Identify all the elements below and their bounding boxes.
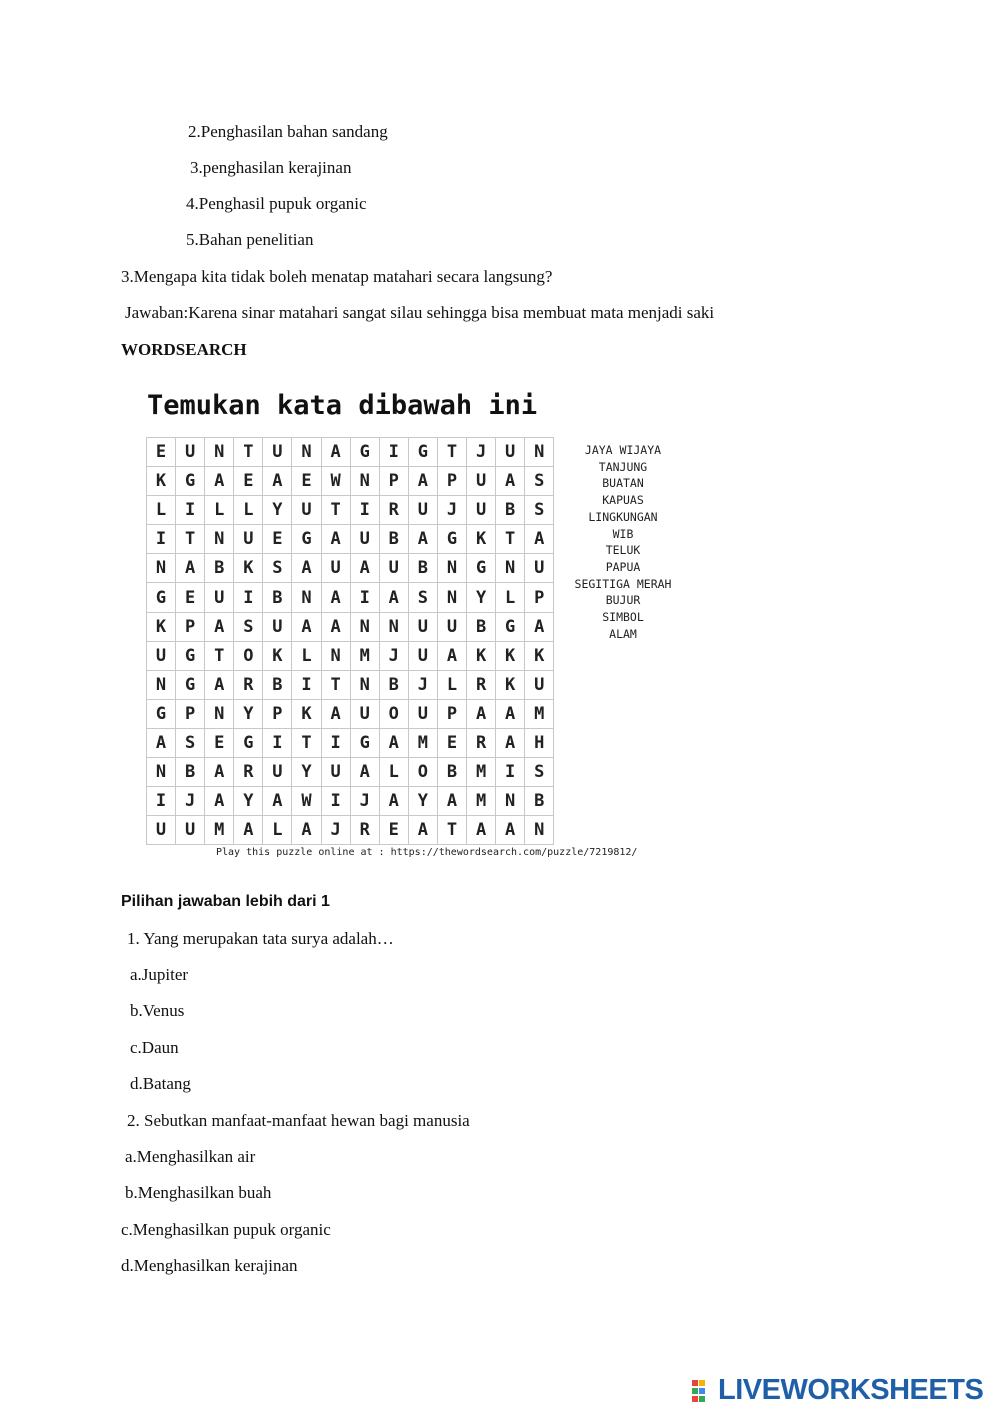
grid-cell[interactable]: U — [437, 612, 466, 641]
grid-cell[interactable]: U — [379, 554, 408, 583]
grid-cell[interactable]: K — [467, 525, 496, 554]
grid-cell[interactable]: A — [496, 699, 525, 728]
grid-cell[interactable]: A — [379, 583, 408, 612]
grid-cell[interactable]: A — [321, 525, 350, 554]
logo-square-green — [692, 1388, 698, 1394]
grid-cell[interactable]: Y — [408, 787, 437, 816]
grid-cell[interactable]: A — [525, 612, 554, 641]
quiz-q2-option-c[interactable]: c.Menghasilkan pupuk organic — [121, 1220, 331, 1239]
grid-cell[interactable]: J — [176, 787, 205, 816]
grid-cell[interactable]: K — [147, 467, 176, 496]
grid-cell[interactable]: R — [467, 670, 496, 699]
grid-cell[interactable]: J — [379, 641, 408, 670]
grid-cell[interactable]: G — [437, 525, 466, 554]
grid-row — [147, 758, 554, 787]
grid-cell[interactable]: U — [408, 699, 437, 728]
grid-cell[interactable]: Y — [234, 787, 263, 816]
answer-3[interactable]: Jawaban:Karena sinar matahari sangat silau sehingga bisa membuat mata menjadi saki — [125, 303, 715, 322]
grid-row — [147, 699, 554, 728]
grid-cell[interactable]: N — [292, 583, 321, 612]
grid-cell[interactable]: U — [408, 496, 437, 525]
logo-square-red — [692, 1380, 698, 1386]
grid-cell[interactable]: P — [176, 612, 205, 641]
grid-cell[interactable]: A — [408, 816, 437, 845]
grid-cell[interactable]: U — [321, 554, 350, 583]
grid-cell[interactable]: A — [234, 816, 263, 845]
grid-cell[interactable]: I — [321, 787, 350, 816]
grid-cell[interactable]: A — [176, 554, 205, 583]
grid-cell[interactable]: P — [525, 583, 554, 612]
word-list-item: PAPUA — [605, 559, 641, 574]
grid-cell[interactable]: I — [176, 496, 205, 525]
grid-cell[interactable]: N — [205, 438, 234, 467]
grid-cell[interactable]: S — [234, 612, 263, 641]
grid-cell[interactable]: Y — [467, 583, 496, 612]
list-item-4: 4.Penghasil pupuk organic — [186, 194, 367, 213]
grid-cell[interactable]: T — [437, 438, 466, 467]
grid-row — [147, 467, 554, 496]
grid-cell[interactable]: U — [467, 496, 496, 525]
grid-row — [147, 641, 554, 670]
grid-cell[interactable]: K — [525, 641, 554, 670]
quiz-q1-option-c[interactable]: c.Daun — [130, 1038, 179, 1057]
grid-cell[interactable]: I — [292, 670, 321, 699]
grid-row — [147, 496, 554, 525]
list-item-3: 3.penghasilan kerajinan — [190, 158, 352, 177]
quiz-q1-option-a[interactable]: a.Jupiter — [130, 965, 189, 984]
wordsearch-word-list — [563, 442, 683, 642]
grid-cell[interactable]: U — [147, 641, 176, 670]
list-item-2: 2.Penghasilan bahan sandang — [188, 122, 388, 141]
grid-cell[interactable]: B — [467, 612, 496, 641]
grid-cell[interactable]: A — [437, 787, 466, 816]
grid-cell[interactable]: S — [176, 728, 205, 757]
grid-cell[interactable]: N — [147, 554, 176, 583]
word-list-item: JAYA WIJAYA — [584, 443, 662, 457]
grid-cell[interactable]: Y — [234, 699, 263, 728]
grid-cell[interactable]: I — [321, 728, 350, 757]
grid-cell[interactable]: U — [408, 612, 437, 641]
grid-cell[interactable]: B — [176, 758, 205, 787]
grid-cell[interactable]: N — [205, 525, 234, 554]
grid-cell[interactable]: T — [176, 525, 205, 554]
grid-cell[interactable]: T — [321, 670, 350, 699]
grid-cell[interactable]: A — [321, 699, 350, 728]
grid-cell[interactable]: R — [379, 496, 408, 525]
quiz-heading: Pilihan jawaban lebih dari 1 — [121, 893, 330, 910]
grid-cell[interactable]: N — [437, 583, 466, 612]
grid-cell[interactable]: N — [496, 554, 525, 583]
grid-cell[interactable]: U — [263, 438, 292, 467]
grid-cell[interactable]: A — [147, 728, 176, 757]
grid-cell[interactable]: T — [292, 728, 321, 757]
grid-cell[interactable]: M — [467, 787, 496, 816]
grid-cell[interactable]: E — [205, 728, 234, 757]
grid-cell[interactable]: E — [263, 525, 292, 554]
grid-cell[interactable]: B — [379, 670, 408, 699]
grid-cell[interactable]: N — [350, 467, 379, 496]
grid-cell[interactable]: A — [496, 816, 525, 845]
grid-cell[interactable]: L — [292, 641, 321, 670]
grid-cell[interactable]: K — [147, 612, 176, 641]
grid-cell[interactable]: J — [321, 816, 350, 845]
liveworksheets-logo — [692, 1374, 983, 1406]
grid-cell[interactable]: W — [321, 467, 350, 496]
grid-cell[interactable]: I — [147, 525, 176, 554]
grid-cell[interactable]: G — [176, 641, 205, 670]
grid-cell[interactable]: U — [467, 467, 496, 496]
grid-cell[interactable]: A — [467, 816, 496, 845]
liveworksheets-wordmark: LIVEWORKSHEETS — [718, 1373, 984, 1406]
quiz-q2-option-d[interactable]: d.Menghasilkan kerajinan — [121, 1256, 298, 1275]
grid-cell[interactable]: O — [408, 758, 437, 787]
grid-row — [147, 787, 554, 816]
grid-cell[interactable]: K — [263, 641, 292, 670]
grid-cell[interactable]: J — [408, 670, 437, 699]
grid-row — [147, 554, 554, 583]
grid-cell[interactable]: A — [467, 699, 496, 728]
grid-cell[interactable]: A — [525, 525, 554, 554]
grid-cell[interactable]: E — [147, 438, 176, 467]
grid-cell[interactable]: U — [263, 758, 292, 787]
grid-cell[interactable]: W — [292, 787, 321, 816]
grid-cell[interactable]: U — [234, 525, 263, 554]
grid-cell[interactable]: U — [263, 612, 292, 641]
grid-cell[interactable]: U — [205, 583, 234, 612]
grid-cell[interactable]: U — [525, 554, 554, 583]
grid-cell[interactable]: L — [437, 670, 466, 699]
grid-cell[interactable]: U — [496, 438, 525, 467]
grid-cell[interactable]: A — [292, 816, 321, 845]
grid-cell[interactable]: K — [467, 641, 496, 670]
grid-cell[interactable]: N — [350, 670, 379, 699]
word-list-item: BUATAN — [602, 476, 644, 491]
grid-cell[interactable]: O — [234, 641, 263, 670]
grid-cell[interactable]: R — [234, 670, 263, 699]
grid-cell[interactable]: N — [205, 699, 234, 728]
grid-cell[interactable]: U — [147, 816, 176, 845]
grid-cell[interactable]: H — [525, 728, 554, 757]
grid-cell[interactable]: N — [147, 758, 176, 787]
grid-cell[interactable]: G — [292, 525, 321, 554]
grid-cell[interactable]: B — [525, 787, 554, 816]
grid-cell[interactable]: E — [379, 816, 408, 845]
grid-row — [147, 583, 554, 612]
grid-cell[interactable]: P — [437, 699, 466, 728]
grid-cell[interactable]: A — [321, 583, 350, 612]
grid-cell[interactable]: B — [263, 583, 292, 612]
grid-cell[interactable]: O — [379, 699, 408, 728]
logo-square-yellow — [699, 1380, 705, 1386]
grid-cell[interactable]: A — [205, 758, 234, 787]
grid-cell[interactable]: G — [234, 728, 263, 757]
grid-cell[interactable]: L — [379, 758, 408, 787]
grid-row — [147, 612, 554, 641]
quiz-q1-option-d[interactable]: d.Batang — [130, 1074, 191, 1093]
grid-cell[interactable]: L — [205, 496, 234, 525]
grid-cell[interactable]: G — [496, 612, 525, 641]
grid-cell[interactable]: A — [350, 554, 379, 583]
grid-cell[interactable]: M — [467, 758, 496, 787]
grid-row — [147, 438, 554, 467]
word-list-item: SEGITIGA MERAH — [574, 576, 672, 591]
grid-cell[interactable]: U — [350, 699, 379, 728]
grid-cell[interactable]: U — [321, 758, 350, 787]
grid-cell[interactable]: E — [437, 728, 466, 757]
grid-cell[interactable]: T — [437, 816, 466, 845]
grid-cell[interactable]: G — [147, 583, 176, 612]
wordsearch-title: Temukan kata dibawah ini — [147, 390, 538, 421]
grid-cell[interactable]: U — [176, 816, 205, 845]
grid-cell[interactable]: S — [263, 554, 292, 583]
grid-cell[interactable]: N — [437, 554, 466, 583]
quiz-q2-option-b[interactable]: b.Menghasilkan buah — [125, 1183, 272, 1202]
word-list-item: BUJUR — [605, 593, 641, 608]
grid-cell[interactable]: A — [205, 670, 234, 699]
grid-cell[interactable]: N — [525, 816, 554, 845]
grid-cell[interactable]: N — [525, 438, 554, 467]
grid-row — [147, 525, 554, 554]
grid-cell[interactable]: A — [205, 787, 234, 816]
grid-cell[interactable]: J — [437, 496, 466, 525]
grid-cell[interactable]: G — [350, 728, 379, 757]
grid-cell[interactable]: T — [205, 641, 234, 670]
logo-square-blue — [699, 1388, 705, 1394]
grid-cell[interactable]: U — [292, 496, 321, 525]
grid-cell[interactable]: L — [147, 496, 176, 525]
grid-row — [147, 816, 554, 845]
grid-cell[interactable]: L — [234, 496, 263, 525]
grid-cell[interactable]: U — [525, 670, 554, 699]
grid-cell[interactable]: B — [379, 525, 408, 554]
quiz-question-1: 1. Yang merupakan tata surya adalah… — [127, 929, 394, 948]
grid-cell[interactable]: A — [205, 612, 234, 641]
grid-cell[interactable]: M — [525, 699, 554, 728]
quiz-question-2: 2. Sebutkan manfaat-manfaat hewan bagi manusia — [127, 1111, 470, 1130]
grid-cell[interactable]: A — [205, 467, 234, 496]
logo-square-red-2 — [692, 1396, 698, 1402]
grid-cell[interactable]: J — [467, 438, 496, 467]
grid-cell[interactable]: J — [350, 787, 379, 816]
grid-cell[interactable]: M — [408, 728, 437, 757]
grid-cell[interactable]: L — [263, 816, 292, 845]
liveworksheets-logo-icon — [692, 1378, 714, 1402]
grid-cell[interactable]: B — [437, 758, 466, 787]
grid-cell[interactable]: A — [292, 612, 321, 641]
grid-cell[interactable]: N — [379, 612, 408, 641]
grid-cell[interactable]: G — [350, 438, 379, 467]
grid-cell[interactable]: R — [350, 816, 379, 845]
grid-cell[interactable]: P — [437, 467, 466, 496]
grid-cell[interactable]: A — [321, 612, 350, 641]
grid-cell[interactable]: M — [350, 641, 379, 670]
grid-cell[interactable]: I — [496, 758, 525, 787]
grid-cell[interactable]: T — [234, 438, 263, 467]
grid-cell[interactable]: N — [321, 641, 350, 670]
grid-cell[interactable]: B — [205, 554, 234, 583]
grid-cell[interactable]: L — [496, 583, 525, 612]
word-list-item: ALAM — [609, 626, 637, 641]
word-list-item: KAPUAS — [602, 493, 644, 508]
grid-cell[interactable]: A — [496, 728, 525, 757]
grid-cell[interactable]: S — [525, 758, 554, 787]
grid-cell[interactable]: T — [496, 525, 525, 554]
grid-cell[interactable]: G — [467, 554, 496, 583]
word-list-item: TANJUNG — [598, 459, 648, 474]
grid-cell[interactable]: A — [437, 641, 466, 670]
grid-cell[interactable]: R — [234, 758, 263, 787]
grid-cell[interactable]: T — [321, 496, 350, 525]
grid-cell[interactable]: I — [263, 728, 292, 757]
grid-cell[interactable]: U — [176, 438, 205, 467]
wordsearch-heading: WORDSEARCH — [121, 340, 247, 359]
grid-cell[interactable]: A — [496, 467, 525, 496]
grid-cell[interactable]: A — [408, 467, 437, 496]
grid-cell[interactable]: B — [496, 496, 525, 525]
grid-cell[interactable]: P — [263, 699, 292, 728]
word-list-item: LINGKUNGAN — [588, 509, 658, 524]
word-list-item: TELUK — [605, 543, 641, 558]
quiz-q2-option-a[interactable]: a.Menghasilkan air — [125, 1147, 256, 1166]
word-list-item: SIMBOL — [602, 610, 644, 625]
grid-cell[interactable]: B — [408, 554, 437, 583]
grid-cell[interactable]: K — [292, 699, 321, 728]
logo-square-green-2 — [699, 1396, 705, 1402]
grid-cell[interactable]: E — [234, 467, 263, 496]
grid-cell[interactable]: Y — [292, 758, 321, 787]
grid-cell[interactable]: I — [350, 496, 379, 525]
grid-cell[interactable]: N — [496, 787, 525, 816]
grid-cell[interactable]: G — [176, 670, 205, 699]
grid-cell[interactable]: I — [147, 787, 176, 816]
quiz-q1-option-b[interactable]: b.Venus — [130, 1001, 185, 1020]
grid-cell[interactable]: S — [408, 583, 437, 612]
grid-row — [147, 670, 554, 699]
grid-cell[interactable]: S — [525, 467, 554, 496]
grid-cell[interactable]: A — [379, 728, 408, 757]
list-item-5: 5.Bahan penelitian — [186, 230, 314, 249]
grid-cell[interactable]: B — [263, 670, 292, 699]
grid-cell[interactable]: K — [234, 554, 263, 583]
word-list-item: WIB — [612, 526, 634, 541]
grid-cell[interactable]: I — [234, 583, 263, 612]
grid-cell[interactable]: I — [379, 438, 408, 467]
grid-cell[interactable]: E — [292, 467, 321, 496]
grid-cell[interactable]: U — [408, 641, 437, 670]
wordsearch-grid[interactable] — [146, 437, 554, 845]
grid-row — [147, 728, 554, 757]
question-3: 3.Mengapa kita tidak boleh menatap matahari secara langsung? — [121, 267, 553, 286]
grid-cell[interactable]: E — [176, 583, 205, 612]
grid-cell[interactable]: A — [263, 787, 292, 816]
grid-cell[interactable]: R — [467, 728, 496, 757]
grid-cell[interactable]: A — [350, 758, 379, 787]
grid-cell[interactable]: K — [496, 641, 525, 670]
grid-cell[interactable]: P — [176, 699, 205, 728]
grid-cell[interactable]: A — [321, 438, 350, 467]
grid-cell[interactable]: G — [176, 467, 205, 496]
grid-cell[interactable]: P — [379, 467, 408, 496]
grid-cell[interactable]: N — [147, 670, 176, 699]
wordsearch-footer: Play this puzzle online at : https://thewordsearch.com/puzzle/7219812/ — [216, 847, 638, 858]
grid-cell[interactable]: M — [205, 816, 234, 845]
grid-cell[interactable]: G — [147, 699, 176, 728]
grid-cell[interactable]: N — [350, 612, 379, 641]
grid-cell[interactable]: I — [350, 583, 379, 612]
grid-cell[interactable]: N — [292, 438, 321, 467]
grid-cell[interactable]: A — [263, 467, 292, 496]
grid-cell[interactable]: G — [408, 438, 437, 467]
grid-cell[interactable]: K — [496, 670, 525, 699]
grid-cell[interactable]: S — [525, 496, 554, 525]
grid-cell[interactable]: A — [408, 525, 437, 554]
grid-cell[interactable]: Y — [263, 496, 292, 525]
grid-cell[interactable]: A — [379, 787, 408, 816]
grid-cell[interactable]: U — [350, 525, 379, 554]
grid-cell[interactable]: A — [292, 554, 321, 583]
